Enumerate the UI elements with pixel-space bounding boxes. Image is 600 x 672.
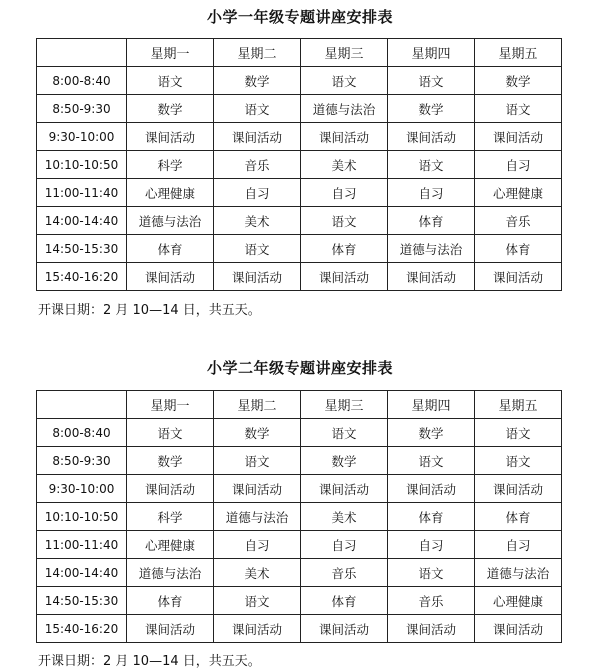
table-row <box>37 123 562 151</box>
time-slot-cell: 8:50-9:30 <box>37 95 127 123</box>
time-slot-cell: 15:40-16:20 <box>37 263 127 291</box>
table-row <box>37 419 562 447</box>
subject-cell: 语文 <box>388 559 475 587</box>
subject-cell: 课间活动 <box>127 475 214 503</box>
table-row <box>37 179 562 207</box>
time-slot-cell: 8:00-8:40 <box>37 419 127 447</box>
time-slot-cell: 14:50-15:30 <box>37 235 127 263</box>
subject-cell: 课间活动 <box>301 615 388 643</box>
table-row <box>37 503 562 531</box>
subject-cell: 语文 <box>214 235 301 263</box>
subject-cell: 课间活动 <box>388 123 475 151</box>
header-corner <box>37 391 127 419</box>
subject-cell: 美术 <box>301 151 388 179</box>
header-day: 星期四 <box>388 391 475 419</box>
subject-cell: 自习 <box>301 179 388 207</box>
table-row <box>37 615 562 643</box>
header-row <box>37 391 562 419</box>
header-row <box>37 39 562 67</box>
subject-cell: 课间活动 <box>475 475 562 503</box>
subject-cell: 体育 <box>388 503 475 531</box>
time-slot-cell: 15:40-16:20 <box>37 615 127 643</box>
time-slot-cell: 10:10-10:50 <box>37 503 127 531</box>
subject-cell: 数学 <box>214 419 301 447</box>
subject-cell: 道德与法治 <box>388 235 475 263</box>
subject-cell: 课间活动 <box>475 263 562 291</box>
header-day: 星期三 <box>301 39 388 67</box>
time-slot-cell: 10:10-10:50 <box>37 151 127 179</box>
subject-cell: 语文 <box>475 447 562 475</box>
subject-cell: 语文 <box>214 447 301 475</box>
subject-cell: 语文 <box>388 67 475 95</box>
subject-cell: 道德与法治 <box>127 559 214 587</box>
subject-cell: 课间活动 <box>475 615 562 643</box>
subject-cell: 心理健康 <box>475 179 562 207</box>
table-row <box>37 447 562 475</box>
subject-cell: 课间活动 <box>127 263 214 291</box>
time-slot-cell: 9:30-10:00 <box>37 123 127 151</box>
subject-cell: 道德与法治 <box>475 559 562 587</box>
subject-cell: 体育 <box>388 207 475 235</box>
header-day: 星期一 <box>127 391 214 419</box>
subject-cell: 课间活动 <box>301 263 388 291</box>
time-slot-cell: 11:00-11:40 <box>37 531 127 559</box>
subject-cell: 体育 <box>127 587 214 615</box>
subject-cell: 自习 <box>475 151 562 179</box>
table-row <box>37 587 562 615</box>
subject-cell: 道德与法治 <box>301 95 388 123</box>
schedule-section-grade2 <box>0 352 600 672</box>
subject-cell: 课间活动 <box>301 475 388 503</box>
subject-cell: 体育 <box>127 235 214 263</box>
schedule-title: 小学一年级专题讲座安排表 <box>206 8 393 26</box>
subject-cell: 体育 <box>301 235 388 263</box>
subject-cell: 数学 <box>127 95 214 123</box>
header-day: 星期二 <box>214 391 301 419</box>
subject-cell: 数学 <box>475 67 562 95</box>
header-corner <box>37 39 127 67</box>
subject-cell: 语文 <box>214 587 301 615</box>
schedule-table <box>36 38 562 291</box>
subject-cell: 音乐 <box>475 207 562 235</box>
subject-cell: 数学 <box>127 447 214 475</box>
header-day: 星期五 <box>475 39 562 67</box>
schedule-title: 小学二年级专题讲座安排表 <box>206 359 393 377</box>
subject-cell: 心理健康 <box>127 531 214 559</box>
table-row <box>37 235 562 263</box>
subject-cell: 语文 <box>301 419 388 447</box>
subject-cell: 美术 <box>214 559 301 587</box>
subject-cell: 自习 <box>214 179 301 207</box>
subject-cell: 课间活动 <box>388 475 475 503</box>
subject-cell: 音乐 <box>214 151 301 179</box>
subject-cell: 自习 <box>301 531 388 559</box>
time-slot-cell: 9:30-10:00 <box>37 475 127 503</box>
subject-cell: 语文 <box>301 67 388 95</box>
time-slot-cell: 14:00-14:40 <box>37 559 127 587</box>
subject-cell: 体育 <box>475 235 562 263</box>
subject-cell: 自习 <box>475 531 562 559</box>
subject-cell: 语文 <box>301 207 388 235</box>
subject-cell: 语文 <box>127 419 214 447</box>
course-dates-note: 开课日期：2 月 10—14 日，共五天。 <box>38 654 261 669</box>
subject-cell: 数学 <box>388 95 475 123</box>
subject-cell: 道德与法治 <box>214 503 301 531</box>
subject-cell: 课间活动 <box>301 123 388 151</box>
header-day: 星期四 <box>388 39 475 67</box>
subject-cell: 自习 <box>388 179 475 207</box>
subject-cell: 课间活动 <box>214 615 301 643</box>
header-day: 星期一 <box>127 39 214 67</box>
time-slot-cell: 8:50-9:30 <box>37 447 127 475</box>
subject-cell: 科学 <box>127 151 214 179</box>
subject-cell: 语文 <box>214 95 301 123</box>
table-row <box>37 151 562 179</box>
subject-cell: 道德与法治 <box>127 207 214 235</box>
table-row <box>37 207 562 235</box>
subject-cell: 体育 <box>301 587 388 615</box>
subject-cell: 心理健康 <box>475 587 562 615</box>
subject-cell: 音乐 <box>388 587 475 615</box>
time-slot-cell: 8:00-8:40 <box>37 67 127 95</box>
subject-cell: 课间活动 <box>214 263 301 291</box>
subject-cell: 课间活动 <box>127 123 214 151</box>
subject-cell: 体育 <box>475 503 562 531</box>
table-row <box>37 67 562 95</box>
time-slot-cell: 14:50-15:30 <box>37 587 127 615</box>
subject-cell: 科学 <box>127 503 214 531</box>
subject-cell: 语文 <box>475 95 562 123</box>
table-row <box>37 531 562 559</box>
subject-cell: 美术 <box>301 503 388 531</box>
subject-cell: 课间活动 <box>214 475 301 503</box>
subject-cell: 课间活动 <box>127 615 214 643</box>
time-slot-cell: 11:00-11:40 <box>37 179 127 207</box>
subject-cell: 课间活动 <box>388 263 475 291</box>
subject-cell: 数学 <box>388 419 475 447</box>
subject-cell: 数学 <box>301 447 388 475</box>
subject-cell: 语文 <box>388 151 475 179</box>
subject-cell: 课间活动 <box>214 123 301 151</box>
header-day: 星期二 <box>214 39 301 67</box>
table-row <box>37 475 562 503</box>
subject-cell: 自习 <box>388 531 475 559</box>
table-row <box>37 95 562 123</box>
schedule-table <box>36 390 562 643</box>
schedule-body <box>37 419 562 643</box>
table-row <box>37 559 562 587</box>
subject-cell: 音乐 <box>301 559 388 587</box>
subject-cell: 课间活动 <box>475 123 562 151</box>
schedule-body <box>37 67 562 291</box>
subject-cell: 美术 <box>214 207 301 235</box>
subject-cell: 语文 <box>388 447 475 475</box>
subject-cell: 语文 <box>127 67 214 95</box>
subject-cell: 数学 <box>214 67 301 95</box>
table-row <box>37 263 562 291</box>
header-day: 星期五 <box>475 391 562 419</box>
header-day: 星期三 <box>301 391 388 419</box>
time-slot-cell: 14:00-14:40 <box>37 207 127 235</box>
subject-cell: 自习 <box>214 531 301 559</box>
subject-cell: 语文 <box>475 419 562 447</box>
subject-cell: 心理健康 <box>127 179 214 207</box>
subject-cell: 课间活动 <box>388 615 475 643</box>
course-dates-note: 开课日期：2 月 10—14 日，共五天。 <box>38 303 261 318</box>
